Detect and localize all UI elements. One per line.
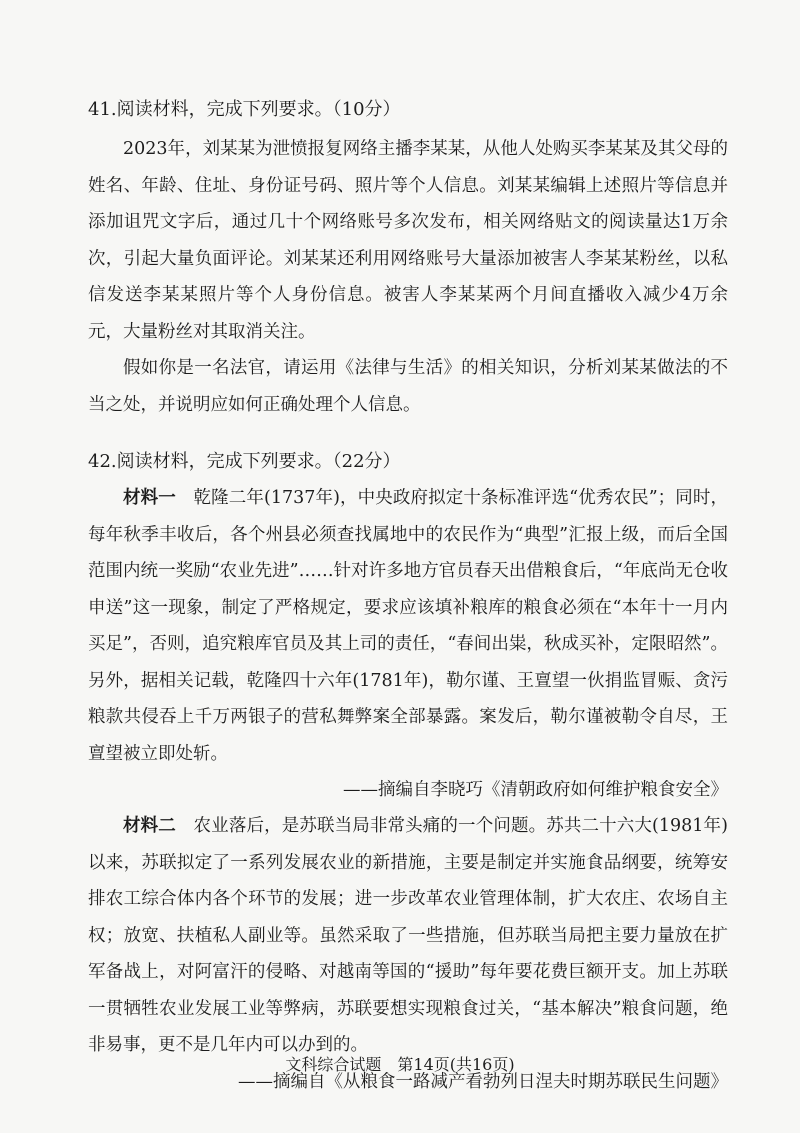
page-footer: 文科综合试题 第14页(共16页) (285, 1055, 515, 1074)
material-1-label: 材料一 (123, 488, 176, 508)
material-1-text: 乾隆二年(1737年)，中央政府拟定十条标准评选“优秀农民”；同时，每年秋季丰收后，各个州县必须查找属地中的农民作为“典型”汇报上级，而后全国范围内统一奖励“农业先进”……针对许多地方官员春天出借粮食后，“年底尚无仓收申送”这一现象，制定了严格规定，要求应该填补粮库的粮食必须在“本年十一月内买足”，否则，追究粮库官员及其上司的责任，“春间出粜，秋成买补，定限昭然”。另外，据相关记载，乾隆四十六年(1781年)，勒尔谨、王亶望一伙捐监冒赈、贪污粮款共侵吞上千万两银子的营私舞弊案全部暴露。案发后，勒尔谨被勒令自尽，王亶望被立即处斩。 (88, 488, 728, 764)
material-2-source: ——摘编自《从粮食一路减产看勃列日涅夫时期苏联民生问题》 (238, 1071, 728, 1092)
question-41-task: 假如你是一名法官，请运用《法律与生活》的相关知识，分析刘某某做法的不当之处，并说明应如何正确处理个人信息。 (88, 358, 728, 415)
question-42-heading: 42.阅读材料，完成下列要求。（22分） (88, 451, 401, 472)
material-1 (88, 480, 728, 772)
material-1-source: ——摘编自李晓巧《清朝政府如何维护粮食安全》 (343, 780, 728, 800)
question-42 (88, 448, 728, 1100)
material-2-text: 农业落后，是苏联当局非常头痛的一个问题。苏共二十六大(1981年)以来，苏联拟定了一系列发展农业的新措施，主要是制定并实施食品纲要，统筹安排农工综合体内各个环节的发展；进一步改革农业管理体制，扩大农庄、农场自主权；放宽、扶植私人副业等。虽然采取了一些措施，但苏联当局把主要力量放在扩军备战上，对阿富汗的侵略、对越南等国的“援助”每年要花费巨额开支。加上苏联一贯牺牲农业发展工业等弊病，苏联要想实现粮食过关，“基本解决”粮食问题，绝非易事，更不是几年内可以办到的。 (88, 816, 728, 1055)
question-41-material: 2023年，刘某某为泄愤报复网络主播李某某，从他人处购买李某某及其父母的姓名、年龄、住址、身份证号码、照片等个人信息。刘某某编辑上述照片等信息并添加诅咒文字后，通过几十个网络账号多次发布，相关网络贴文的阅读量达1万余次，引起大量负面评论。刘某某还利用网络账号大量添加被害人李某某粉丝，以私信发送李某某照片等个人身份信息。被害人李某某两个月间直播收入减少4万余元，大量粉丝对其取消关注。 (88, 139, 728, 342)
material-2-label: 材料二 (123, 816, 176, 836)
question-41-heading: 41.阅读材料，完成下列要求。（10分） (88, 99, 401, 120)
question-41 (88, 96, 728, 423)
material-2 (88, 808, 728, 1064)
